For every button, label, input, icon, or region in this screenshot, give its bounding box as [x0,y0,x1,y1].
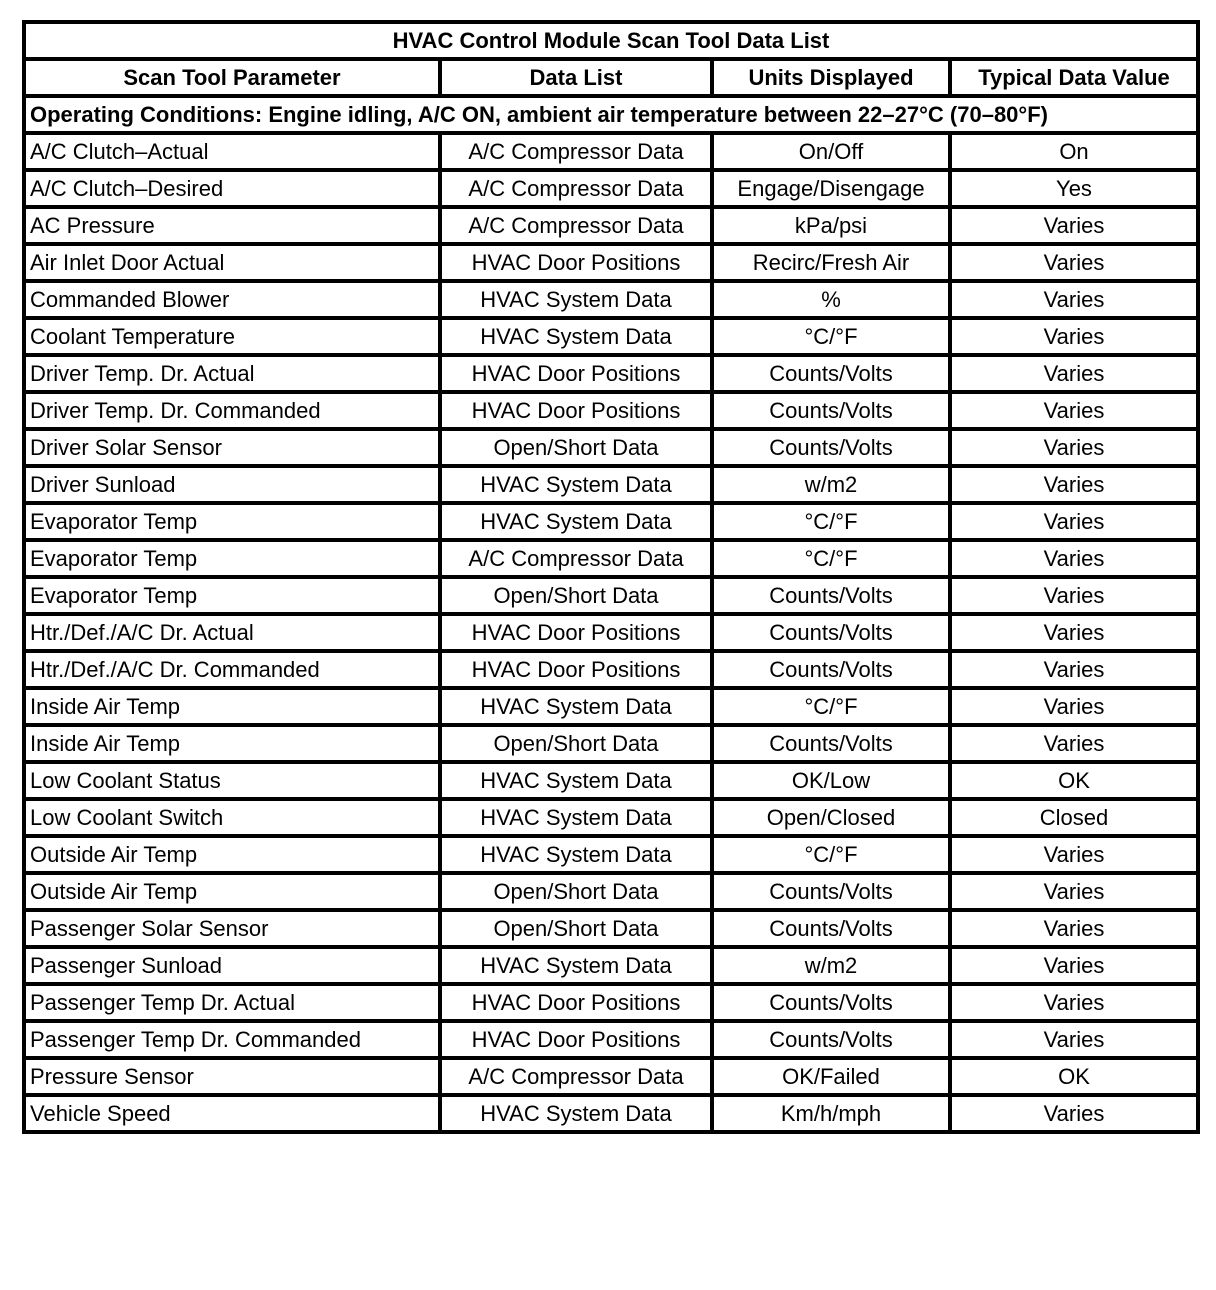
cell-units-displayed: Counts/Volts [712,725,950,762]
table-row [24,466,1198,503]
cell-typical-data-value: Varies [950,392,1198,429]
cell-data-list: A/C Compressor Data [440,133,712,170]
cell-units-displayed: kPa/psi [712,207,950,244]
cell-scan-tool-parameter: Evaporator Temp [24,503,440,540]
cell-typical-data-value: Varies [950,725,1198,762]
cell-data-list: Open/Short Data [440,429,712,466]
cell-units-displayed: Recirc/Fresh Air [712,244,950,281]
cell-units-displayed: °C/°F [712,836,950,873]
cell-data-list: HVAC Door Positions [440,984,712,1021]
table-row [24,688,1198,725]
table-row [24,170,1198,207]
header-units-displayed: Units Displayed [712,59,950,96]
cell-data-list: HVAC Door Positions [440,392,712,429]
cell-typical-data-value: Varies [950,244,1198,281]
cell-data-list: HVAC System Data [440,503,712,540]
cell-units-displayed: Counts/Volts [712,355,950,392]
cell-typical-data-value: Varies [950,540,1198,577]
cell-data-list: Open/Short Data [440,873,712,910]
cell-scan-tool-parameter: Evaporator Temp [24,577,440,614]
cell-typical-data-value: Varies [950,318,1198,355]
cell-scan-tool-parameter: Driver Solar Sensor [24,429,440,466]
table-row [24,244,1198,281]
cell-data-list: HVAC System Data [440,688,712,725]
cell-units-displayed: Engage/Disengage [712,170,950,207]
cell-units-displayed: w/m2 [712,466,950,503]
table-row [24,873,1198,910]
cell-scan-tool-parameter: Passenger Sunload [24,947,440,984]
operating-conditions: Operating Conditions: Engine idling, A/C ON, ambient air temperature between 22–27°C (70–80°F) [24,96,1198,133]
cell-scan-tool-parameter: Driver Temp. Dr. Actual [24,355,440,392]
cell-data-list: A/C Compressor Data [440,207,712,244]
cell-data-list: HVAC Door Positions [440,651,712,688]
table-row [24,318,1198,355]
cell-scan-tool-parameter: Commanded Blower [24,281,440,318]
cell-data-list: Open/Short Data [440,577,712,614]
cell-scan-tool-parameter: Low Coolant Switch [24,799,440,836]
cell-scan-tool-parameter: Coolant Temperature [24,318,440,355]
cell-typical-data-value: On [950,133,1198,170]
cell-data-list: HVAC System Data [440,836,712,873]
cell-data-list: A/C Compressor Data [440,1058,712,1095]
cell-typical-data-value: Varies [950,577,1198,614]
cell-units-displayed: Counts/Volts [712,984,950,1021]
cell-data-list: HVAC System Data [440,318,712,355]
cell-units-displayed: Counts/Volts [712,873,950,910]
cell-units-displayed: °C/°F [712,540,950,577]
table-title: HVAC Control Module Scan Tool Data List [24,22,1198,59]
cell-scan-tool-parameter: Passenger Temp Dr. Commanded [24,1021,440,1058]
cell-scan-tool-parameter: Htr./Def./A/C Dr. Commanded [24,651,440,688]
cell-typical-data-value: Varies [950,503,1198,540]
table-row [24,910,1198,947]
table-header-row [24,59,1198,96]
table-row [24,577,1198,614]
cell-typical-data-value: Varies [950,651,1198,688]
cell-typical-data-value: Yes [950,170,1198,207]
cell-scan-tool-parameter: Driver Temp. Dr. Commanded [24,392,440,429]
table-row [24,540,1198,577]
cell-units-displayed: OK/Failed [712,1058,950,1095]
cell-typical-data-value: Varies [950,466,1198,503]
cell-typical-data-value: Varies [950,688,1198,725]
table-row [24,429,1198,466]
table-row [24,947,1198,984]
cell-data-list: HVAC Door Positions [440,1021,712,1058]
cell-scan-tool-parameter: A/C Clutch–Desired [24,170,440,207]
header-data-list: Data List [440,59,712,96]
table-row [24,355,1198,392]
cell-units-displayed: Counts/Volts [712,1021,950,1058]
cell-units-displayed: °C/°F [712,688,950,725]
cell-typical-data-value: Varies [950,207,1198,244]
cell-data-list: Open/Short Data [440,725,712,762]
cell-scan-tool-parameter: Outside Air Temp [24,873,440,910]
cell-typical-data-value: OK [950,1058,1198,1095]
cell-units-displayed: Open/Closed [712,799,950,836]
cell-units-displayed: w/m2 [712,947,950,984]
cell-scan-tool-parameter: Inside Air Temp [24,688,440,725]
table-row [24,281,1198,318]
table-row [24,392,1198,429]
table-row [24,207,1198,244]
cell-typical-data-value: Varies [950,836,1198,873]
cell-data-list: HVAC Door Positions [440,244,712,281]
cell-typical-data-value: Closed [950,799,1198,836]
table-row [24,1095,1198,1132]
cell-units-displayed: Counts/Volts [712,651,950,688]
table-row [24,725,1198,762]
cell-scan-tool-parameter: Passenger Temp Dr. Actual [24,984,440,1021]
table-row [24,651,1198,688]
cell-data-list: HVAC System Data [440,466,712,503]
cell-scan-tool-parameter: AC Pressure [24,207,440,244]
cell-data-list: HVAC System Data [440,947,712,984]
cell-units-displayed: Counts/Volts [712,577,950,614]
cell-units-displayed: Counts/Volts [712,429,950,466]
cell-typical-data-value: Varies [950,281,1198,318]
cell-units-displayed: OK/Low [712,762,950,799]
table-row [24,133,1198,170]
cell-data-list: HVAC System Data [440,1095,712,1132]
table-title-row [24,22,1198,59]
cell-scan-tool-parameter: Evaporator Temp [24,540,440,577]
cell-units-displayed: On/Off [712,133,950,170]
cell-data-list: HVAC System Data [440,281,712,318]
cell-typical-data-value: OK [950,762,1198,799]
scan-tool-data-table [22,20,1200,1134]
cell-scan-tool-parameter: A/C Clutch–Actual [24,133,440,170]
cell-data-list: A/C Compressor Data [440,540,712,577]
cell-scan-tool-parameter: Driver Sunload [24,466,440,503]
cell-data-list: A/C Compressor Data [440,170,712,207]
cell-data-list: HVAC System Data [440,799,712,836]
table-row [24,799,1198,836]
cell-typical-data-value: Varies [950,910,1198,947]
table-row [24,836,1198,873]
cell-units-displayed: Counts/Volts [712,910,950,947]
operating-conditions-row [24,96,1198,133]
cell-typical-data-value: Varies [950,355,1198,392]
table-row [24,984,1198,1021]
cell-scan-tool-parameter: Outside Air Temp [24,836,440,873]
cell-scan-tool-parameter: Inside Air Temp [24,725,440,762]
cell-units-displayed: % [712,281,950,318]
cell-scan-tool-parameter: Low Coolant Status [24,762,440,799]
cell-data-list: HVAC System Data [440,762,712,799]
header-scan-tool-parameter: Scan Tool Parameter [24,59,440,96]
cell-data-list: Open/Short Data [440,910,712,947]
cell-scan-tool-parameter: Htr./Def./A/C Dr. Actual [24,614,440,651]
table-row [24,762,1198,799]
cell-typical-data-value: Varies [950,873,1198,910]
cell-typical-data-value: Varies [950,947,1198,984]
table-row [24,1021,1198,1058]
cell-units-displayed: Counts/Volts [712,392,950,429]
header-typical-data-value: Typical Data Value [950,59,1198,96]
cell-units-displayed: Counts/Volts [712,614,950,651]
cell-units-displayed: Km/h/mph [712,1095,950,1132]
cell-data-list: HVAC Door Positions [440,355,712,392]
table-body [24,133,1198,1132]
cell-typical-data-value: Varies [950,429,1198,466]
cell-scan-tool-parameter: Vehicle Speed [24,1095,440,1132]
cell-scan-tool-parameter: Pressure Sensor [24,1058,440,1095]
cell-scan-tool-parameter: Air Inlet Door Actual [24,244,440,281]
cell-units-displayed: °C/°F [712,318,950,355]
cell-scan-tool-parameter: Passenger Solar Sensor [24,910,440,947]
cell-units-displayed: °C/°F [712,503,950,540]
cell-typical-data-value: Varies [950,984,1198,1021]
cell-typical-data-value: Varies [950,1021,1198,1058]
table-row [24,503,1198,540]
cell-typical-data-value: Varies [950,614,1198,651]
cell-data-list: HVAC Door Positions [440,614,712,651]
table-row [24,1058,1198,1095]
cell-typical-data-value: Varies [950,1095,1198,1132]
table-row [24,614,1198,651]
